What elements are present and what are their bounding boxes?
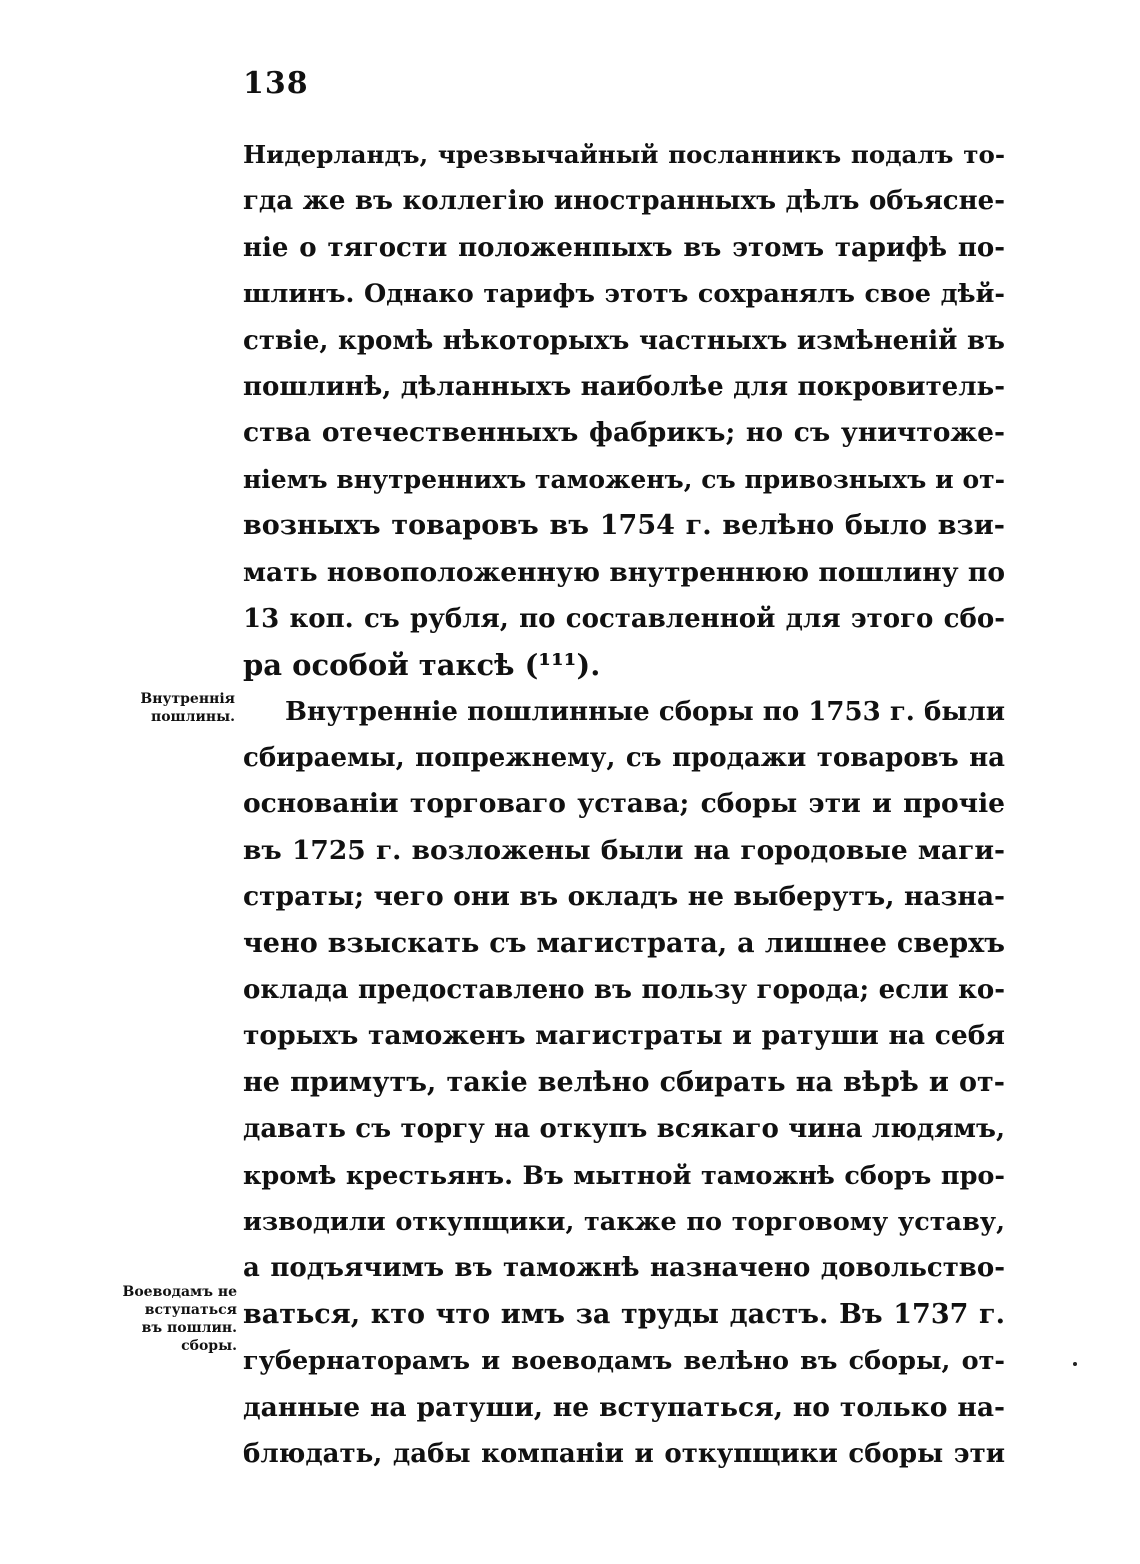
page-number: 138	[243, 66, 309, 101]
text-line: блюдать, дабы компаніи и откупщики сборы эти	[243, 1438, 1005, 1469]
text-line: ніемъ внутреннихъ таможенъ, съ привозныхъ и от-	[243, 464, 1005, 494]
ink-speck	[1073, 1362, 1077, 1366]
text-line: ства отечественныхъ фабрикъ; но съ уничтоже-	[243, 417, 1005, 449]
text-line: мать новоположенную внутреннюю пошлину по	[243, 556, 1005, 588]
text-line: ствіе, кромѣ нѣкоторыхъ частныхъ измѣненій въ	[243, 325, 1005, 356]
margin-note-line: Воеводамъ не	[122, 1284, 237, 1300]
text-line: въ 1725 г. возложены были на городовые маги-	[243, 834, 1005, 866]
body-text	[243, 132, 1005, 1477]
text-line: данные на ратуши, не вступаться, но только на-	[243, 1391, 1005, 1423]
text-line: оклада предоставлено въ пользу города; если ко-	[243, 975, 1005, 1006]
text-line: ніе о тягости положенпыхъ въ этомъ тарифѣ по-	[243, 232, 1005, 263]
text-line: не примутъ, такіе велѣно сбирать на вѣрѣ и от-	[243, 1066, 1005, 1098]
text-line: гда же въ коллегію иностранныхъ дѣлъ объясне-	[243, 186, 1005, 217]
text-line: пошлинѣ, дѣланныхъ наиболѣе для покровитель-	[243, 371, 1005, 402]
margin-note-line: въ пошлин.	[141, 1320, 237, 1336]
text-line: возныхъ товаровъ въ 1754 г. велѣно было взи-	[243, 510, 1005, 542]
text-line: Внутренніе пошлинные сборы по 1753 г. были	[285, 696, 1005, 727]
text-line: а подъячимъ въ таможнѣ назначено довольство-	[243, 1253, 1005, 1284]
text-line: давать съ торгу на откупъ всякаго чина людямъ,	[243, 1114, 1005, 1145]
text-line: 13 коп. съ рубля, по составленной для этого сбо-	[243, 603, 1005, 634]
text-line: изводили откупщики, также по торговому уставу,	[243, 1206, 1005, 1237]
text-line: губернаторамъ и воеводамъ велѣно въ сборы, от-	[243, 1346, 1005, 1377]
text-line: шлинъ. Однако тарифъ этотъ сохранялъ свое дѣй-	[243, 279, 1005, 310]
margin-note-line: пошлины.	[150, 709, 235, 725]
text-line: ра особой таксѣ (¹¹¹).	[243, 648, 601, 683]
text-line: торыхъ таможенъ магистраты и ратуши на себя	[243, 1020, 1005, 1052]
text-line: ваться, кто что имъ за труды дастъ. Въ 1737 г.	[243, 1298, 1005, 1330]
margin-note-line: Внутреннія	[140, 691, 235, 707]
text-line: Нидерландъ, чрезвычайный посланникъ подалъ то-	[243, 140, 1005, 169]
margin-note-internal-duties	[105, 690, 235, 726]
text-line: сбираемы, попрежнему, съ продажи товаровъ на	[243, 743, 1005, 774]
margin-note-voevodas	[105, 1283, 237, 1355]
text-line: кромѣ крестьянъ. Въ мытной таможнѣ сборъ про-	[243, 1160, 1005, 1191]
text-line: страты; чего они въ окладъ не выберутъ, назна-	[243, 881, 1005, 913]
margin-note-line: сборы.	[181, 1338, 237, 1354]
margin-note-line: вступаться	[144, 1302, 237, 1318]
text-line: основаніи торговаго устава; сборы эти и прочіе	[243, 788, 1005, 820]
text-line: чено взыскать съ магистрата, а лишнее сверхъ	[243, 927, 1005, 959]
